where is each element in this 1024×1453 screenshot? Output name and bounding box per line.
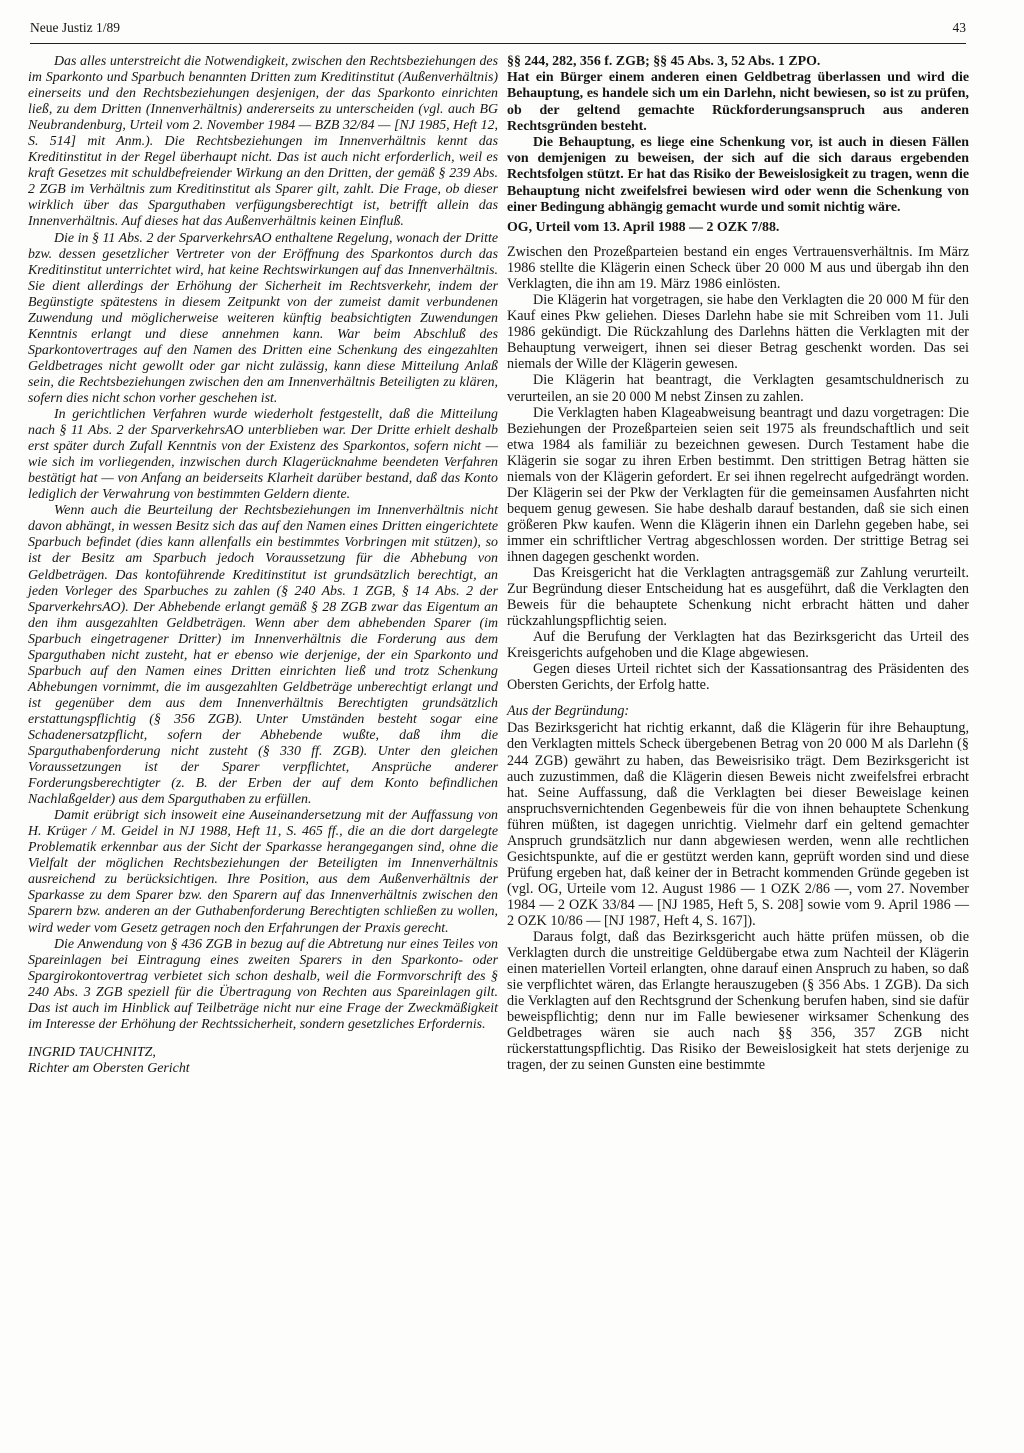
headnote-1: Hat ein Bürger einem anderen einen Geldbetrag überlassen und wird die Behauptung, es handele sich um ein Darlehn, nicht bewiesen, so ist zu prüfen, ob der geltend gemachte Rückforderungsanspruch aus anderen Rechtsgründen besteht. <box>507 70 969 134</box>
headnote-2: Die Behauptung, es liege eine Schenkung vor, ist auch in diesen Fällen von demjenigen zu beweisen, der sich auf die sich daraus ergebenden Rechtsfolgen stützt. Er hat das Risiko der Beweislosigkeit zu tragen, wenn die Behauptung nicht zweifelsfrei bewiesen wird oder wenn die Schenkung von einer Bedingung abhängig gemacht wurde und somit nichtig wäre. <box>507 135 969 215</box>
right-paragraph-3: Die Klägerin hat beantragt, die Verklagten gesamtschuldnerisch zu verurteilen, an sie 20 000 M nebst Zinsen zu zahlen. <box>507 372 969 405</box>
left-paragraph-1: Das alles unterstreicht die Notwendigkeit, zwischen den Rechtsbeziehungen des im Sparkonto und Sparbuch benannten Dritten zum Kreditinstitut (Außenverhältnis) einerseits und den Rechtsbeziehungen desjenigen, der das Sparkonto einrichten ließ, zu dem Dritten (Innenverhältnis) andererseits zu unterscheiden (vgl. auch BG Neubrandenburg, Urteil vom 2. November 1984 — BZB 32/84 — [NJ 1985, Heft 12, S. 514] mit Anm.). Die Rechtsbeziehungen im Innenverhältnis kennt das Kreditinstitut in der Regel überhaupt nicht. Das ist auch nicht erforderlich, weil es kraft Gesetzes mit schuldbefreiender Wirkung an den Dritten, der gemäß § 239 Abs. 2 ZGB im Verhältnis zum Kreditinstitut als Sparer gilt, zahlt. Die Frage, ob dieser wirklich über das Sparguthaben verfügungsberechtigt ist, betrifft allein das Innenverhältnis. Auf dieses hat das Außenverhältnis keinen Einfluß. <box>28 54 498 230</box>
left-paragraph-3: In gerichtlichen Verfahren wurde wiederholt festgestellt, daß die Mitteilung nach § 11 Abs. 2 der SparverkehrsAO unterblieben war. Der Dritte erhielt deshalb erst später durch Zufall Kenntnis von der Existenz des Sparkontos, sofern nicht — wie sich im vorliegenden, inzwischen durch Klagerücknahme beendeten Verfahren bestätigt hat — von Anfang an beiderseits Klarheit darüber bestand, daß das Konto lediglich der Verwahrung von bestimmten Geldern diente. <box>28 407 498 503</box>
statute-citation: §§ 244, 282, 356 f. ZGB; §§ 45 Abs. 3, 52 Abs. 1 ZPO. <box>507 54 821 69</box>
right-paragraph-7: Gegen dieses Urteil richtet sich der Kassationsantrag des Präsidenten des Obersten Gerichts, der Erfolg hatte. <box>507 661 969 694</box>
page-number: 43 <box>952 20 966 35</box>
left-paragraph-6: Die Anwendung von § 436 ZGB in bezug auf die Abtretung nur eines Teiles von Spareinlagen bei Eintragung eines zweiten Sparers in den Sparkonto- oder Spargirokontovertrag verbietet sich schon deshalb, weil die Formvorschrift des § 240 Abs. 3 ZGB speziell für die Übertragung von Rechten aus Spareinlagen gilt. Das ist auch im Hinblick auf Teilbeträge nicht nur eine Frage der Zweckmäßigkeit im Interesse der Erhöhung der Rechtssicherheit, sondern gesetzliches Erfordernis. <box>28 936 498 1032</box>
right-paragraph-5: Das Kreisgericht hat die Verklagten antragsgemäß zur Zahlung verurteilt. Zur Begründung dieser Entscheidung hat es ausgeführt, daß die Verklagten den Beweis für die behauptete Schenkung nicht erbracht hätten und daher rückzahlungspflichtig seien. <box>507 565 969 630</box>
journal-title: Neue Justiz 1/89 <box>30 20 120 35</box>
right-paragraph-9: Daraus folgt, daß das Bezirksgericht auch hätte prüfen müssen, ob die Verklagten durch die unstreitige Geldübergabe etwa zum Nachteil der Klägerin einen materiellen Vorteil erlangten, ohne darauf einen Anspruch zu haben, so daß sie verpflichtet wären, das Erlangte herauszugeben (§ 356 Abs. 1 ZGB). Da sich die Verklagten auf den Rechtsgrund der Schenkung berufen haben, sind sie dafür beweispflichtig; denn nur im Falle bewiesener wirksamer Schenkung des Geldbetrages wären sie auch nach §§ 356, 357 ZGB nicht rückerstattungspflichtig. Das Risiko der Beweislosigkeit hat stets derjenige zu tragen, der zu seinen Gunsten eine bestimmte <box>507 929 969 1074</box>
right-paragraph-8: Das Bezirksgericht hat richtig erkannt, daß die Klägerin für ihre Behauptung, den Verklagten mittels Scheck übergebenen Betrag von 20 000 M als Darlehn (§ 244 ZGB) gewährt zu haben, das Beweisrisiko trägt. Dem Bezirksgericht ist auch zuzustimmen, daß die Klägerin diesen Beweis nicht zweifelsfrei erbracht hat. Seine Auffassung, daß die Verklagten bei dieser Beweislage keinen anspruchsvernichtenden Gegenbeweis für die von ihnen behauptete Schenkung führen müßten, ist dagegen unrichtig. Vielmehr darf ein geltend gemachter Anspruch grundsätzlich nur dann abgewiesen werden, wenn alle rechtlichen Gesichtspunkte, auf die er gestützt werden kann, geprüft worden sind und diese Prüfung ergeben hat, daß keiner der in Betracht kommenden Gründe gegeben ist (vgl. OG, Urteile vom 12. August 1986 — 1 OZK 2/86 —, vom 27. November 1984 — 2 OZK 33/84 — [NJ 1985, Heft 5, S. 208] sowie vom 9. April 1986 — 2 OZK 10/86 — [NJ 1987, Heft 4, S. 167]). <box>507 720 969 929</box>
left-paragraph-4: Wenn auch die Beurteilung der Rechtsbeziehungen im Innenverhältnis nicht davon abhängt, in wessen Besitz sich das auf den Namen eines Dritten eingerichtete Sparbuch befindet (dies kann allenfalls ein bestimmtes Vorbringen mit stützen), so ist der Besitz am Sparbuch jedoch Voraussetzung für die Abhebung von Geldbeträgen. Das kontoführende Kreditinstitut ist grundsätzlich berechtigt, an jeden Vorleger des Sparbuches zu zahlen (§ 240 Abs. 1 ZGB, § 14 Abs. 2 der SparverkehrsAO). Der Abhebende erlangt gemäß § 28 ZGB zwar das Eigentum an den ihm ausgezahlten Geldbeträgen. Wenn aber dem abhebenden Sparer (im Sparbuch eingetragener Dritter) im Innenverhältnis die Forderung aus dem Sparguthaben nicht zusteht, hat er ebenso wie derjenige, der ein Sparkonto und Sparbuch auf den Namen eines Dritten einrichten ließ und trotz Schenkung Abhebungen vornimmt, die im ausgezahlten Geldbeträge unberechtigt erlangt und ist gegenüber dem aus dem Innenverhältnis Berechtigten grundsätzlich erstattungspflichtig (§ 356 ZGB). Unter Umständen besteht sogar eine Schadenersatzpflicht, sofern der Abhebende wußte, daß ihm die Sparguthabenforderung nicht zusteht (§ 330 ff. ZGB). Unter den gleichen Voraussetzungen ist der Sparer verpflichtet, Ansprüche anderer Forderungsberechtigter (z. B. der Erben der auf dem Konto befindlichen Nachlaßgelder) aus dem Sparguthaben zu erfüllen. <box>28 503 498 808</box>
right-paragraph-6: Auf die Berufung der Verklagten hat das Bezirksgericht das Urteil des Kreisgerichts aufgehoben und die Klage abgewiesen. <box>507 629 969 662</box>
author-signature <box>28 1045 498 1077</box>
right-column <box>507 54 969 1073</box>
verdict-reference: OG, Urteil vom 13. April 1988 — 2 OZK 7/88. <box>507 220 780 236</box>
left-column <box>28 54 498 1077</box>
right-paragraph-4: Die Verklagten haben Klageabweisung beantragt und dazu vorgetragen: Die Beziehungen der Prozeßparteien seien seit 1975 als freundschaftlich und seit etwa 1984 als familiär zu bezeichnen gewesen. Durch Testament habe die Klägerin sie sogar zu ihren Erben bestimmt. Den strittigen Betrag hätten sie niemals von der Klägerin gefordert. Er sei ihnen regelrecht aufgedrängt worden. Der Klägerin sei der Pkw der Verklagten für die gemeinsamen Ausfahrten nicht bequem genug gewesen. Sie habe deshalb darauf bestanden, daß sie sich einen größeren Pkw kaufen. Wenn die Klägerin ihnen ein Darlehn gegeben habe, sei immer ein schriftlicher Vertrag abgeschlossen worden. Der strittige Betrag sei ihnen dagegen geschenkt worden. <box>507 404 969 565</box>
left-paragraph-2: Die in § 11 Abs. 2 der SparverkehrsAO enthaltene Regelung, wonach der Dritte bzw. dessen gesetzlicher Vertreter von der Eröffnung des Sparkontos durch das Kreditinstitut unterrichtet wird, hat keine Rechtswirkungen auf das Innenverhältnis. Sie dient allerdings der Erhöhung der Sicherheit im Rechtsverkehr, indem der Begünstigte spätestens in diesem Zeitpunkt von der zumeist damit verbundenen Zuwendung und möglicherweise weiteren künftig beabsichtigten Zuwendungen Kenntnis erlangt und diese annehmen kann. War beim Abschluß des Sparkontovertrages auf den Namen des Dritten eine Schenkung des eingezahlten Geldbetrages nicht gewollt oder gar nicht zulässig, kann diese Mitteilung Anlaß sein, die Rechtsbeziehungen zwischen den am Innenverhältnis Beteiligten zu klären, sofern dies nicht schon vorher geschehen ist. <box>28 230 498 406</box>
left-paragraph-5: Damit erübrigt sich insoweit eine Auseinandersetzung mit der Auffassung von H. Krüger / M. Geidel in NJ 1988, Heft 11, S. 465 ff., die an die dort dargelegte Problematik erkennbar aus der Sicht der Sparkasse herangegangen sind, ohne die Vielfalt der möglichen Rechtsbeziehungen der Beteiligten im Innenverhältnis ausreichend zu berücksichtigen. Ihre Position, aus dem Außenverhältnis der Sparkasse zu dem Sparer bzw. den Sparern auf das Innenverhältnis zwischen den Sparern bzw. anderen an der Guthabenforderung Berechtigten schließen zu wollen, wird weder vom Gesetz getragen noch den Erfahrungen der Praxis gerecht. <box>28 808 498 936</box>
author-name: INGRID TAUCHNITZ, <box>28 1044 156 1060</box>
right-paragraph-2: Die Klägerin hat vorgetragen, sie habe den Verklagten die 20 000 M für den Kauf eines Pkw geliehen. Dieses Darlehn habe sie mit Schreiben vom 11. Juli 1986 gekündigt. Die Rückzahlung des Darlehns hätten die Verklagten mit der Behauptung verweigert, ihnen sei dieser Betrag geschenkt worden. Das sei niemals der Wille der Klägerin gewesen. <box>507 292 969 373</box>
reasoning-heading: Aus der Begründung: <box>507 703 630 720</box>
author-title: Richter am Obersten Gericht <box>28 1060 190 1076</box>
running-header <box>30 20 966 44</box>
right-paragraph-1: Zwischen den Prozeßparteien bestand ein enges Vertrauensverhältnis. Im März 1986 stellte die Klägerin einen Scheck über 20 000 M aus und übergab ihn den Verklagten, die ihn am 19. März 1986 einlösten. <box>507 244 969 293</box>
